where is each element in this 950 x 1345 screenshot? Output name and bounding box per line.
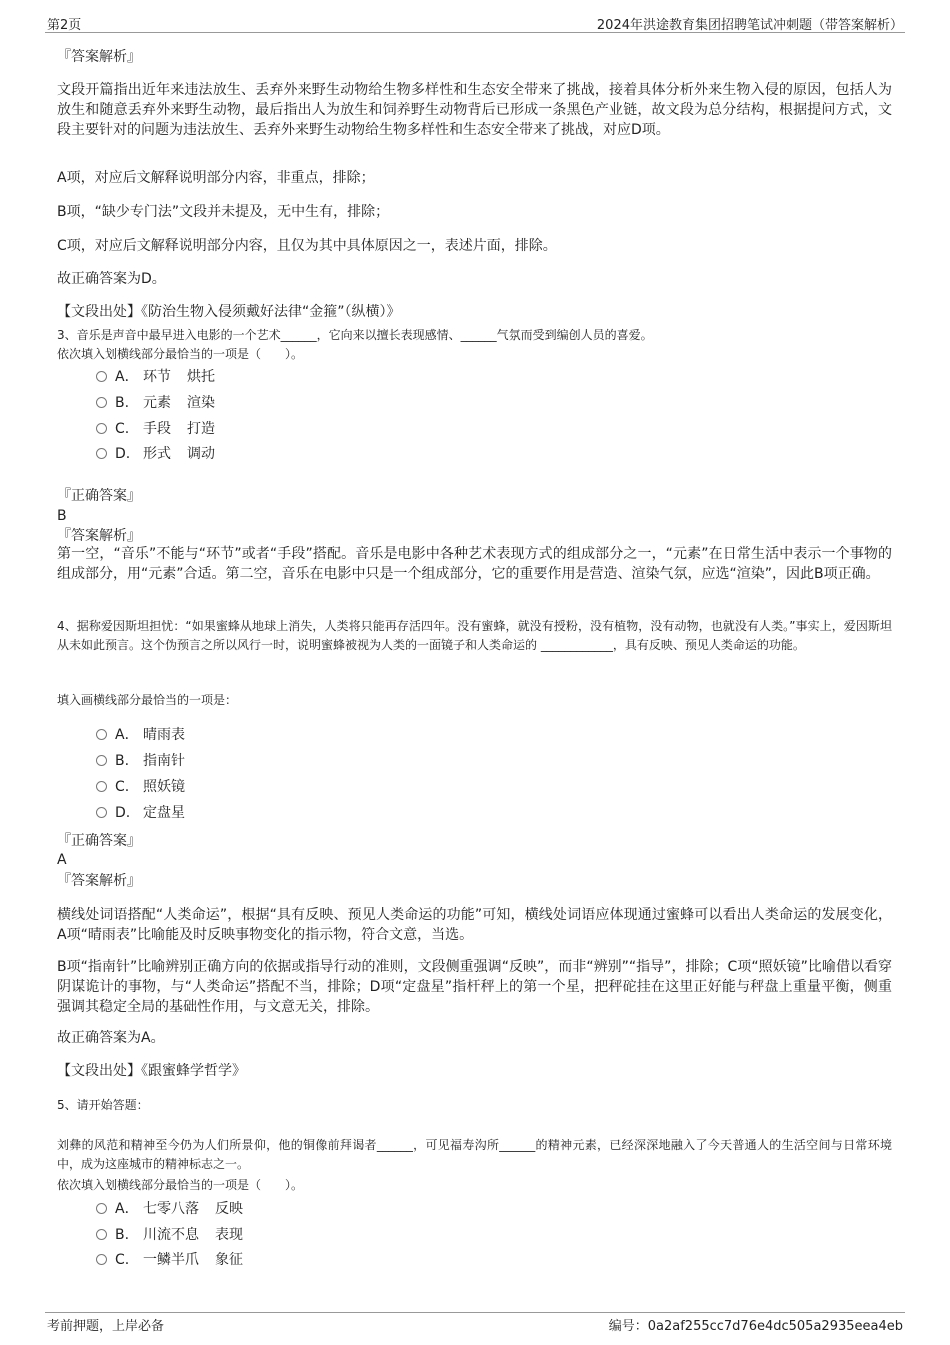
page-header	[45, 12, 905, 33]
q3-option-b[interactable]: B. 元素 渲染	[96, 393, 215, 413]
q5-prompt: 依次填入划横线部分最恰当的一项是（ ）。	[57, 1178, 304, 1192]
q4-option-d[interactable]: D. 定盘星	[96, 803, 185, 823]
q5-option-a[interactable]: A． 七零八落 反映	[96, 1199, 243, 1219]
radio-icon[interactable]	[96, 729, 107, 740]
q3-answer: B	[57, 508, 67, 524]
q3-option-c[interactable]: C. 手段 打造	[96, 419, 215, 439]
q4-option-c[interactable]: C. 照妖镜	[96, 777, 185, 797]
q4-answer: A	[57, 852, 67, 868]
q4-stem: 4、据称爱因斯坦担忧：“如果蜜蜂从地球上消失，人类将只能再存活四年。没有蜜蜂，就没有授粉，没有植物，没有动物，也就没有人类。”事实上，爱因斯坦从未如此预言。这个伪预言之所以风行一时，说明蜜蜂被视为人类的一面镜子和人类命运的 ____________，具有反映、预见人类命运的功能。	[57, 619, 892, 652]
q4-analysis-paragraph-1: 横线处词语搭配“人类命运”，根据“具有反映、预见人类命运的功能”可知，横线处词语应体现通过蜜蜂可以看出人类命运的发展变化，A项“晴雨表”比喻能及时反映事物变化的指示物，符合文意，当选。	[57, 907, 892, 943]
q2-analysis-paragraph: 文段开篇指出近年来违法放生、丢弃外来野生动物给生物多样性和生态安全带来了挑战，接着具体分析外来生物入侵的原因，包括人为放生和随意丢弃外来野生动物，最后指出人为放生和饲养野生动物背后已形成一条黑色产业链，故文段为总分结构，根据提问方式，文段主要针对的问题为违法放生、丢弃外来野生动物给生物多样性和生态安全带来了挑战，对应D项。	[57, 82, 892, 138]
q5-stem: 刘彝的风范和精神至今仍为人们所景仰，他的铜像前拜谒者______，可见福寿沟所______的精神元素，已经深深地融入了今天普通人的生活空间与日常环境中，成为这座城市的精神标志之一。	[57, 1138, 892, 1171]
q3-prompt: 依次填入划横线部分最恰当的一项是（ ）。	[57, 347, 304, 361]
radio-icon[interactable]	[96, 1229, 107, 1240]
q4-source: 【文段出处】《跟蜜蜂学哲学》	[57, 1063, 246, 1079]
q5-title: 5、请开始答题：	[57, 1098, 149, 1112]
radio-icon[interactable]	[96, 448, 107, 459]
q3-analysis: 第一空，“音乐”不能与“环节”或者“手段”搭配。音乐是电影中各种艺术表现方式的组成部分之一，“元素”在日常生活中表示一个事物的组成部分，用“元素”合适。第二空，音乐在电影中只是一个组成部分，它的重要作用是营造、渲染气氛，应选“渲染”，因此B项正确。	[57, 546, 892, 582]
q5-option-c[interactable]: C. 一鳞半爪 象征	[96, 1250, 243, 1270]
q2-conclusion: 故正确答案为D。	[57, 271, 166, 287]
q2-option-a-explanation: A项，对应后文解释说明部分内容，非重点，排除；	[57, 170, 375, 186]
radio-icon[interactable]	[96, 807, 107, 818]
q2-analysis-label: 『答案解析』	[57, 49, 141, 65]
q4-answer-label: 『正确答案』	[57, 833, 141, 849]
page-footer	[45, 1312, 905, 1337]
q3-analysis-label: 『答案解析』	[57, 528, 141, 544]
radio-icon[interactable]	[96, 781, 107, 792]
document-title: 2024年洪途教育集团招聘笔试冲刺题（带答案解析）	[596, 18, 903, 33]
radio-icon[interactable]	[96, 1254, 107, 1265]
q2-option-c-explanation: C项，对应后文解释说明部分内容，且仅为其中具体原因之一，表述片面，排除。	[57, 238, 557, 254]
q4-option-b[interactable]: B. 指南针	[96, 751, 185, 771]
q4-prompt: 填入画横线部分最恰当的一项是：	[57, 693, 238, 707]
q4-analysis-label: 『答案解析』	[57, 873, 141, 889]
radio-icon[interactable]	[96, 1203, 107, 1214]
radio-icon[interactable]	[96, 397, 107, 408]
q2-option-b-explanation: B项，“缺少专门法”文段并未提及，无中生有，排除；	[57, 204, 390, 220]
q3-answer-label: 『正确答案』	[57, 488, 141, 504]
q2-source: 【文段出处】《防治生物入侵须戴好法律“金箍”（纵横）》	[57, 304, 401, 320]
document-code: 编号：0a2af255cc7d76e4dc505a2935eea4eb	[608, 1319, 903, 1334]
q3-stem: 3、音乐是声音中最早进入电影的一个艺术______，它向来以擅长表现感情、______气氛而受到编创人员的喜爱。	[57, 328, 653, 342]
radio-icon[interactable]	[96, 755, 107, 766]
q4-option-a[interactable]: A． 晴雨表	[96, 725, 185, 745]
q4-analysis-paragraph-2: B项“指南针”比喻辨别正确方向的依据或指导行动的准则，文段侧重强调“反映”，而非“辨别”“指导”，排除；C项“照妖镜”比喻借以看穿阴谋诡计的事物，与“人类命运”搭配不当，排除；D项“定盘星”指杆秤上的第一个星，把秤砣挂在这里正好能与秤盘上重量平衡，侧重强调其稳定全局的基础性作用，与文意无关，排除。	[57, 959, 892, 1015]
page-number: 第2页	[47, 18, 82, 33]
q4-conclusion: 故正确答案为A。	[57, 1030, 165, 1046]
q3-option-a[interactable]: A． 环节 烘托	[96, 367, 215, 387]
footer-slogan: 考前押题，上岸必备	[47, 1319, 165, 1334]
radio-icon[interactable]	[96, 423, 107, 434]
radio-icon[interactable]	[96, 371, 107, 382]
q3-option-d[interactable]: D. 形式 调动	[96, 444, 215, 464]
q5-option-b[interactable]: B. 川流不息 表现	[96, 1225, 243, 1245]
